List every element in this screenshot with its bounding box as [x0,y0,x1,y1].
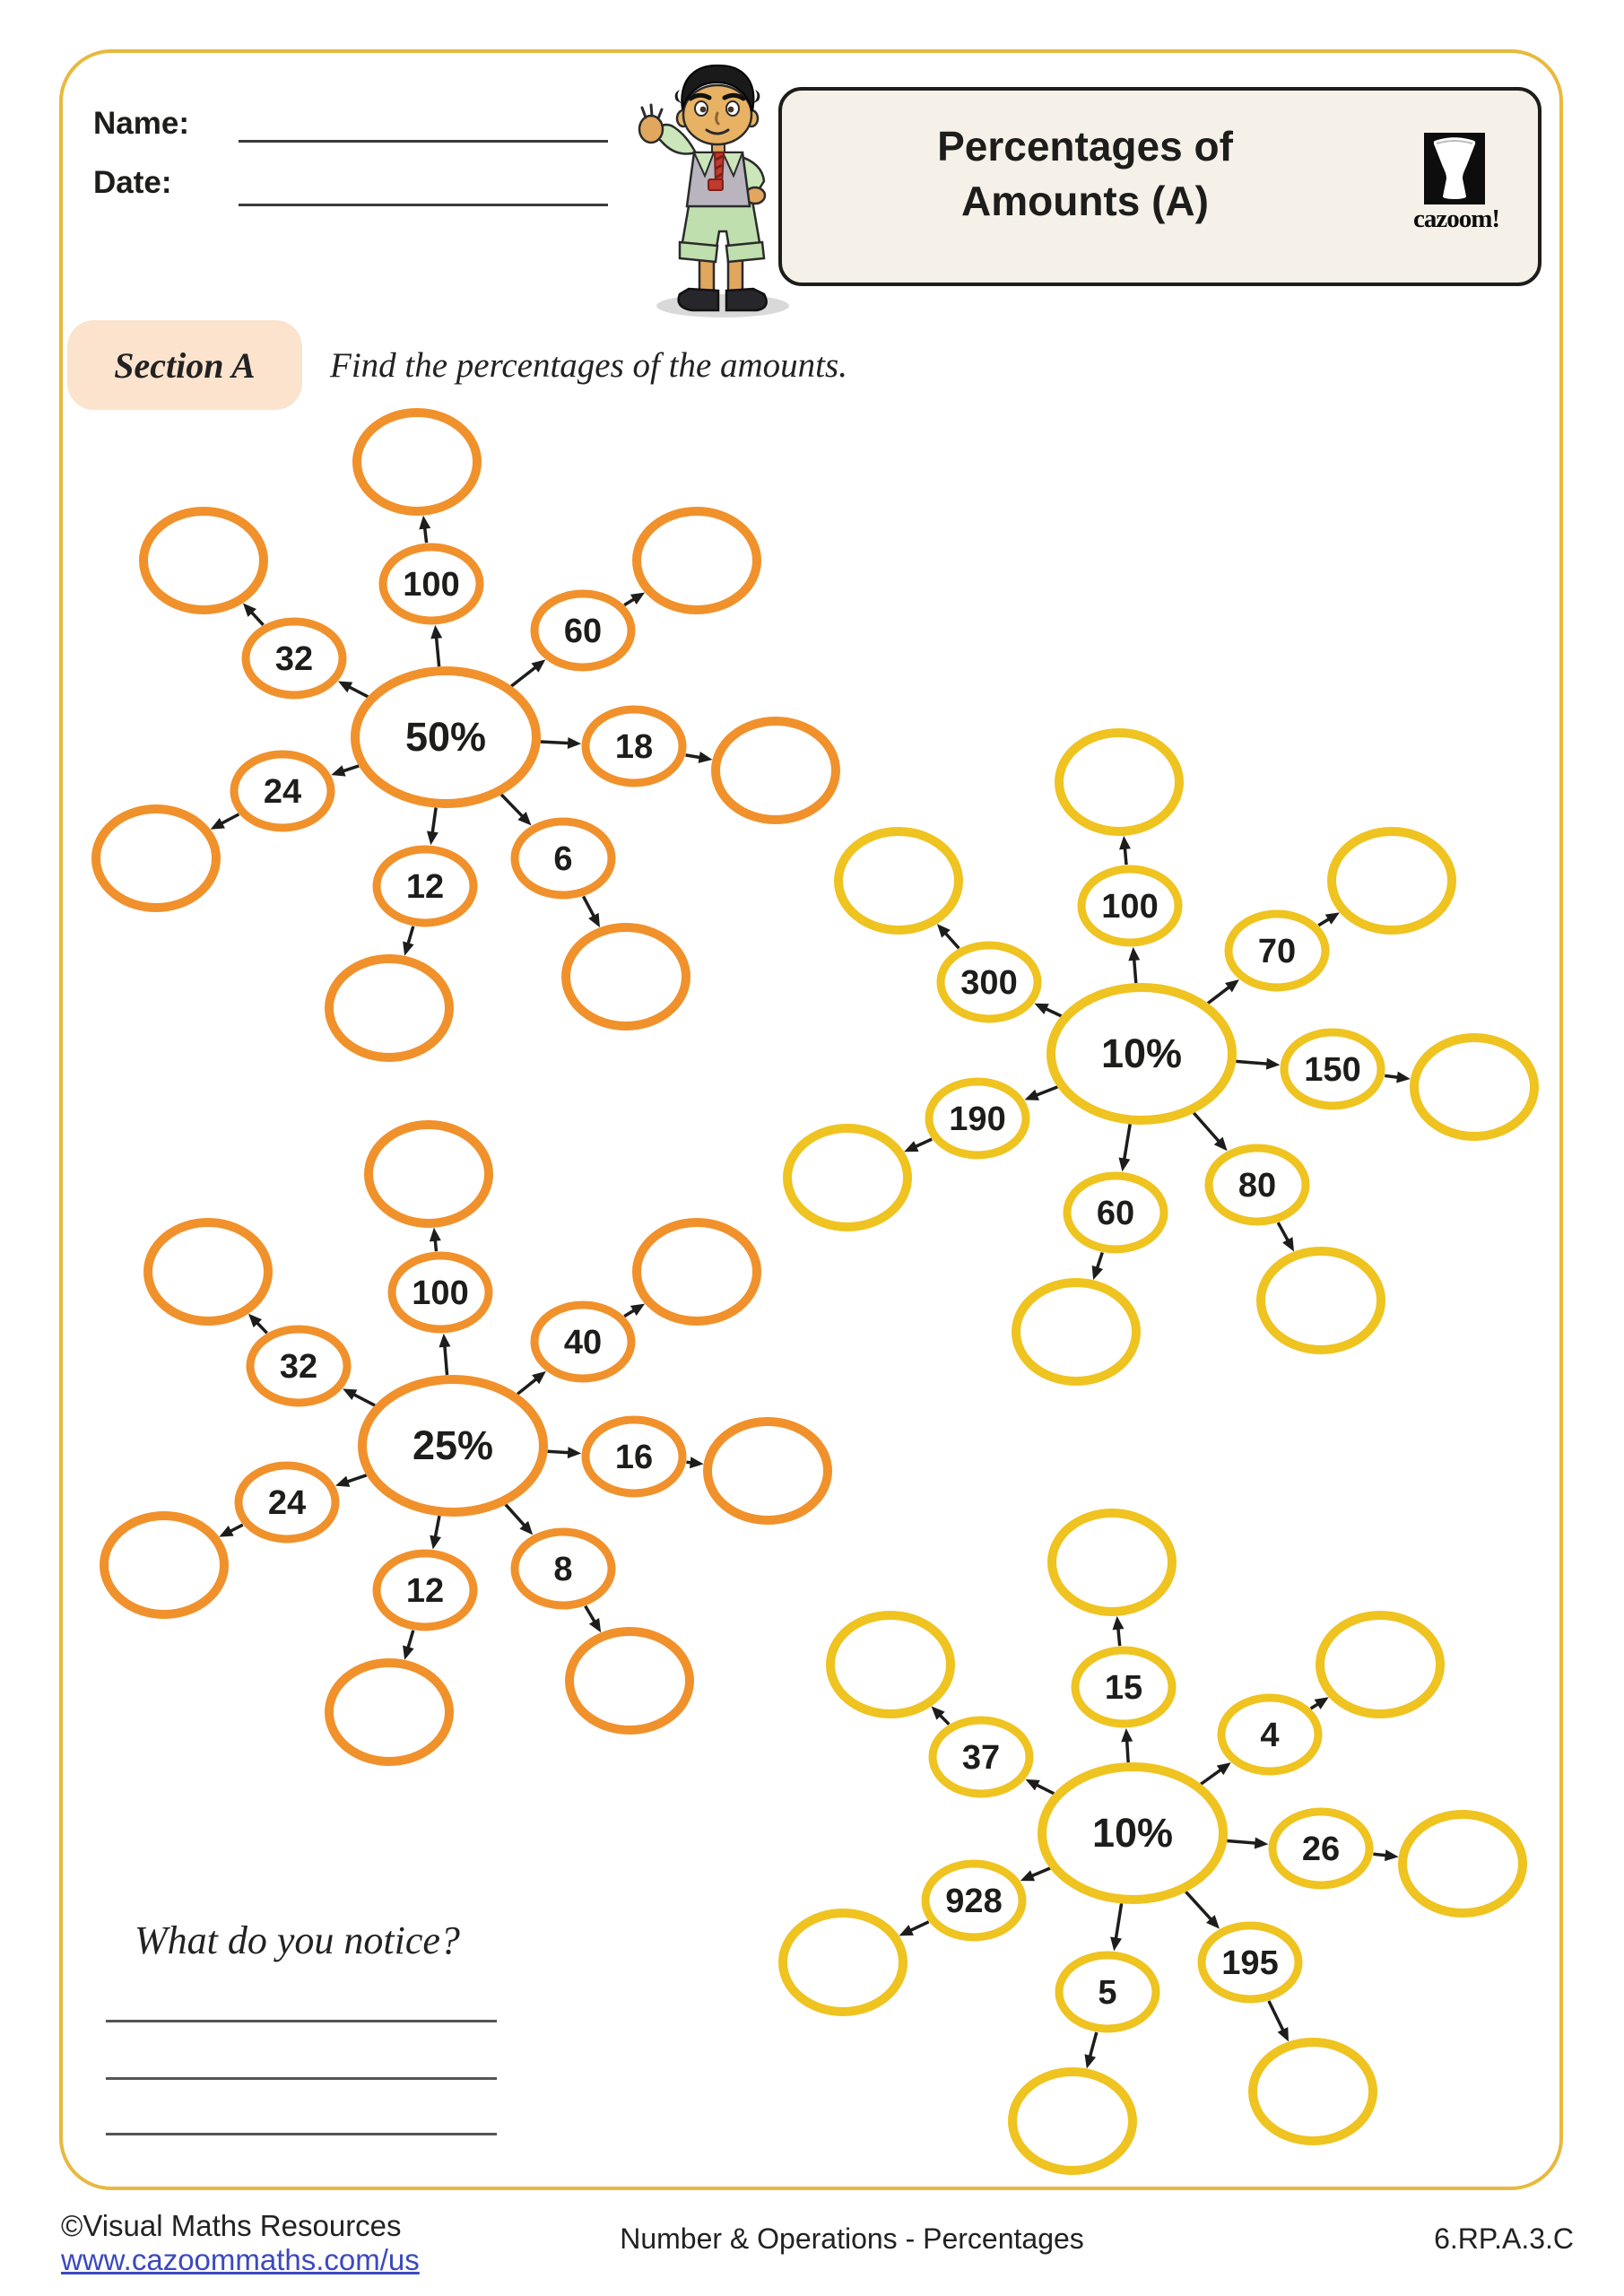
arrowhead-icon [1255,1838,1268,1849]
answer-circle[interactable] [148,1222,268,1321]
cazoom-logo-text: cazoom! [1412,204,1500,233]
arrow [1116,1903,1121,1939]
arrow [348,687,368,697]
answer-circle[interactable] [357,413,477,511]
footer-standard-code: 6.RP.A.3.C [1434,2222,1574,2255]
arrowhead-icon [699,752,713,763]
arrow [909,1922,928,1931]
arrow [541,742,569,744]
arrowhead-icon [1266,1058,1280,1070]
arrowhead-icon [419,516,430,530]
arrow [1036,1785,1054,1794]
arrowhead-icon [427,831,439,846]
value-label: 24 [267,1484,307,1522]
value-label: 32 [279,1348,318,1386]
arrowhead-icon [439,1334,451,1347]
arrow [511,666,536,686]
answer-circle[interactable] [566,927,686,1026]
value-label: 190 [949,1100,1006,1138]
arrow [435,1516,439,1538]
arrowhead-icon [335,1476,350,1487]
title-line-1: Percentages of [937,123,1233,170]
arrow [1208,987,1230,1004]
arrowhead-icon [568,1447,581,1458]
arrowhead-icon [1385,1849,1399,1861]
arrowhead-icon [690,1457,704,1468]
arrow [915,1139,932,1147]
arrowhead-icon [403,942,413,956]
arrowhead-icon [403,1646,413,1660]
arrow [586,1606,595,1622]
arrowhead-icon [1025,1090,1039,1100]
value-label: 100 [1101,888,1159,926]
value-label: 60 [1096,1195,1135,1232]
value-label: 100 [403,566,460,604]
arrow [1385,1075,1399,1077]
value-label: 6 [553,840,573,878]
arrow [256,1322,267,1333]
value-label: 24 [263,773,302,811]
instruction-text: Find the percentages of the amounts. [330,345,847,385]
value-label: 26 [1301,1831,1341,1868]
arrow [624,598,635,604]
arrow [353,1394,375,1405]
value-label: 32 [274,640,314,678]
arrowhead-icon [568,737,581,749]
value-label: 40 [563,1324,603,1361]
answer-circle[interactable] [1059,733,1179,831]
arrowhead-icon [331,765,345,776]
center-label: 10% [1100,1031,1183,1076]
arrow [1373,1854,1386,1856]
value-label: 16 [614,1439,654,1476]
arrow [343,766,360,771]
value-label: 15 [1104,1669,1143,1707]
arrow [1045,1008,1061,1016]
arrow [1097,1253,1102,1269]
arrow [408,926,413,944]
answer-circle[interactable] [637,1222,757,1321]
section-a-label: Section A [114,344,256,386]
arrow [230,1525,243,1532]
center-label: 25% [412,1422,494,1468]
arrowhead-icon [1396,1072,1411,1083]
arrow [346,1475,366,1483]
arrow [1031,1868,1050,1876]
center-label: 10% [1091,1810,1174,1856]
spider-diagram-3 [104,1125,828,1761]
name-label: Name: [93,106,189,141]
answer-circle[interactable] [1012,2072,1133,2170]
answer-circle[interactable] [1320,1615,1440,1714]
arrow [1318,918,1329,926]
arrow [548,1451,570,1452]
arrow [1227,1841,1256,1844]
arrow [1134,959,1136,983]
arrow [432,808,436,834]
spider-diagram-2 [787,733,1534,1381]
answer-circle[interactable] [369,1125,489,1223]
arrow [501,795,523,817]
value-label: 928 [945,1883,1003,1920]
answer-circle[interactable] [830,1615,951,1714]
arrowhead-icon [1118,1158,1130,1172]
arrow [1269,2001,1283,2031]
arrowhead-icon [1113,1616,1125,1631]
footer-copyright: ©Visual Maths Resources [61,2209,402,2242]
answer-circle[interactable] [104,1516,224,1614]
value-label: 37 [961,1739,1001,1777]
answer-circle[interactable] [1253,2042,1373,2141]
arrowhead-icon [1119,836,1131,850]
notice-line-1[interactable] [106,2020,497,2022]
arrow [251,612,264,625]
arrow [506,1505,525,1526]
arrow [686,755,701,758]
arrow [1201,1770,1221,1785]
arrow [1236,1061,1268,1064]
value-label: 195 [1221,1944,1279,1982]
answer-circle[interactable] [1332,831,1452,930]
arrow [1278,1222,1289,1241]
value-label: 100 [412,1274,469,1312]
answer-circle[interactable] [1261,1251,1381,1350]
answer-circle[interactable] [637,511,757,610]
value-label: 70 [1257,933,1297,970]
arrowhead-icon [430,625,442,639]
value-label: 12 [405,868,445,906]
arrowhead-icon [1084,2054,1096,2068]
answer-circle[interactable] [96,809,216,908]
arrowhead-icon [1110,1937,1122,1952]
answer-circle[interactable] [787,1128,908,1227]
arrow [940,1715,950,1725]
value-label: 80 [1238,1167,1277,1205]
value-label: 18 [614,728,654,766]
value-label: 60 [563,613,603,650]
arrowhead-icon [430,1228,441,1242]
arrow [437,637,439,666]
arrow [1194,1113,1220,1143]
arrow [221,814,239,824]
arrow [1127,1740,1129,1762]
arrow [445,1345,447,1375]
notice-line-3[interactable] [106,2133,497,2135]
center-label: 50% [404,714,487,760]
arrow [435,1239,436,1251]
answer-circle[interactable] [329,1663,449,1761]
value-label: 300 [960,964,1018,1002]
answer-circle[interactable] [838,831,959,930]
arrowhead-icon [1121,1728,1133,1742]
arrow [425,527,427,544]
value-label: 12 [405,1572,445,1610]
arrow [1090,2032,1097,2057]
question-text: What do you notice? [135,1918,460,1962]
arrow [1036,1087,1058,1096]
answer-circle[interactable] [716,721,836,820]
answer-circle[interactable] [143,511,264,610]
footer-topic: Number & Operations - Percentages [620,2222,1084,2255]
notice-line-2[interactable] [106,2077,497,2080]
answer-circle[interactable] [1403,1814,1523,1913]
footer-url-link[interactable]: www.cazoommaths.com/us [61,2243,420,2276]
answer-circle[interactable] [708,1422,828,1520]
arrow [1125,848,1126,865]
arrowhead-icon [1217,1762,1231,1775]
answer-circle[interactable] [1414,1038,1534,1136]
answer-circle[interactable] [569,1631,690,1730]
arrow [584,896,595,917]
title-line-2: Amounts (A) [961,177,1209,224]
value-label: 5 [1098,1974,1117,2012]
arrow [517,1378,537,1394]
arrow [1185,1892,1211,1920]
spider-diagram-4 [783,1513,1523,2170]
arrowhead-icon [1128,947,1140,961]
arrow [624,1309,635,1316]
arrowhead-icon [1092,1265,1103,1280]
arrow [945,933,960,949]
answer-circle[interactable] [783,1913,903,2012]
answer-circle[interactable] [329,959,449,1057]
spider-diagram-1 [96,413,836,1057]
arrow [1118,1628,1120,1646]
value-label: 150 [1304,1051,1361,1089]
value-label: 4 [1260,1717,1280,1754]
value-label: 8 [553,1551,573,1588]
date-label: Date: [93,165,172,200]
answer-circle[interactable] [1052,1513,1172,1612]
arrowhead-icon [430,1535,441,1550]
answer-circle[interactable] [1016,1283,1136,1381]
arrow [408,1631,413,1648]
arrow [1125,1124,1131,1160]
